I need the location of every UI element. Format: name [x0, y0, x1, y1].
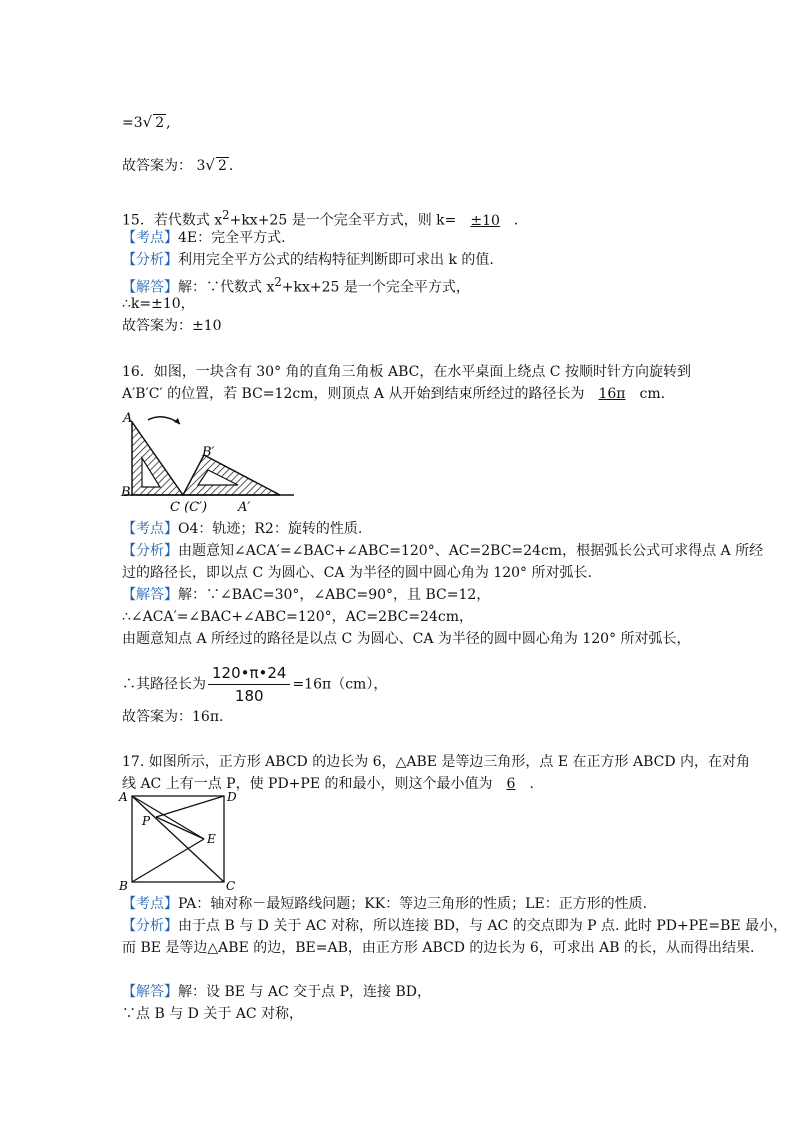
jieda-tag: 【解答】 [122, 279, 178, 296]
q16-fenxi-line1: 【分析】由题意知∠ACA′=∠BAC+∠ABC=120°、AC=2BC=24cm，根据弧长公式可求得点 A 所经 [122, 543, 764, 559]
q16-question-line2: A′B′C′ 的位置，若 BC=12cm，则顶点 A 从开始到结束所经过的路径长为 16π cm. [122, 386, 666, 402]
sqrt-radicand: 2 [217, 158, 227, 174]
segment-BE [132, 839, 204, 882]
fenxi-tag: 【分析】 [122, 543, 178, 559]
q16-jieda-line2: ∴∠ACA′=∠BAC+∠ABC=120°，AC=2BC=24cm， [122, 609, 473, 625]
rotation-arrow [148, 417, 180, 424]
q16-path-length: ∴其路径长为 $\frac{120•\pi•24}{180}$ =16π（cm）， [122, 664, 388, 705]
q15-final: 故答案为：±10 [122, 318, 222, 334]
q16-final: 故答案为：16π. [122, 709, 224, 725]
q17-fenxi-line1: 【分析】由于点 B 与 D 关于 AC 对称，所以连接 BD，与 AC 的交点即为 P 点. 此时 PD+PE=BE 最小， [122, 918, 788, 934]
q16-figure [118, 410, 298, 520]
original-triangle [132, 422, 183, 495]
q16-jieda-line1: 【解答】解：∵∠BAC=30°，∠ABC=90°，且 BC=12， [122, 587, 491, 603]
segment-PD [156, 796, 224, 817]
label-B: B [119, 879, 128, 893]
kaodian-tag: 【考点】 [122, 896, 178, 912]
q15-answer-blank: ±10 [470, 212, 500, 229]
label-C: C (C′) [170, 500, 208, 515]
q17-jieda-line2: ∵点 B 与 D 关于 AC 对称， [122, 1006, 304, 1022]
label-B: B [121, 485, 131, 500]
prev-result-line: =3√ 2 , [122, 113, 171, 131]
q17-jieda-line1: 【解答】解：设 BE 与 AC 交于点 P，连接 BD， [122, 984, 431, 1000]
kaodian-tag: 【考点】 [122, 230, 178, 246]
jieda-tag: 【解答】 [122, 984, 178, 1000]
q16-jieda-line3: 由题意知点 A 所经过的路径是以点 C 为圆心、CA 为半径的圆中圆心角为 120° 所对弧长， [122, 631, 691, 647]
label-P: P [142, 814, 151, 828]
prev-answer-line: 故答案为： 3√ 2 . [122, 156, 234, 174]
kaodian-tag: 【考点】 [122, 521, 178, 537]
label-C: C [226, 879, 236, 893]
q15-fenxi: 【分析】利用完全平方公式的结构特征判断即可求出 k 的值. [122, 252, 494, 268]
q17-question-line1: 17. 如图所示，正方形 ABCD 的边长为 6，△ABE 是等边三角形，点 E 在正方形 ABCD 内，在对角 [122, 754, 751, 770]
label-A: A [123, 411, 133, 426]
fraction: $\frac{120•\pi•24}{180}$ [208, 662, 290, 707]
q16-question-line1: 16．如图，一块含有 30° 角的直角三角板 ABC，在水平桌面上绕点 C 按顺时针方向旋转到 [122, 364, 691, 380]
q15-question: 15．若代数式 $x^2+kx+25$ 是一个完全平方式，则 k= ±10 . [122, 208, 519, 229]
q17-fenxi-line2: 而 BE 是等边△ABE 的边，BE=AB，由正方形 ABCD 的边长为 6，可求出 AB 的长，从而得出结果. [122, 940, 755, 956]
q16-answer-blank: 16π [598, 386, 626, 402]
q16-fenxi-line2: 过的路径长，即以点 C 为圆心、CA 为半径的圆中圆心角为 120° 所对弧长. [122, 565, 592, 581]
q15-kaodian: 【考点】4E：完全平方式. [122, 230, 286, 246]
label-E: E [207, 832, 216, 846]
q17-figure [116, 790, 246, 895]
segment-PE [156, 817, 204, 839]
fenxi-tag: 【分析】 [122, 252, 178, 268]
jieda-tag: 【解答】 [122, 587, 178, 603]
label-D: D [227, 790, 237, 804]
label-B-prime: B′ [202, 445, 215, 460]
q15-therefore: ∴k=±10， [122, 296, 195, 312]
q17-kaodian: 【考点】PA：轴对称－最短路线问题；KK：等边三角形的性质；LE：正方形的性质. [122, 896, 648, 912]
sqrt-radicand: 2 [155, 115, 165, 131]
q16-kaodian: 【考点】O4：轨迹；R2：旋转的性质. [122, 521, 363, 537]
label-A: A [119, 790, 128, 804]
q15-jieda: 【解答】解：∵代数式 $x^2+kx+25$ 是一个完全平方式， [122, 275, 470, 296]
fenxi-tag: 【分析】 [122, 918, 178, 934]
q17-question-line2: 线 AC 上有一点 P，使 PD+PE 的和最小，则这个最小值为 6 . [122, 776, 534, 792]
q17-answer-blank: 6 [506, 776, 516, 792]
rotated-triangle [183, 455, 280, 495]
label-A-prime: A′ [238, 500, 251, 515]
